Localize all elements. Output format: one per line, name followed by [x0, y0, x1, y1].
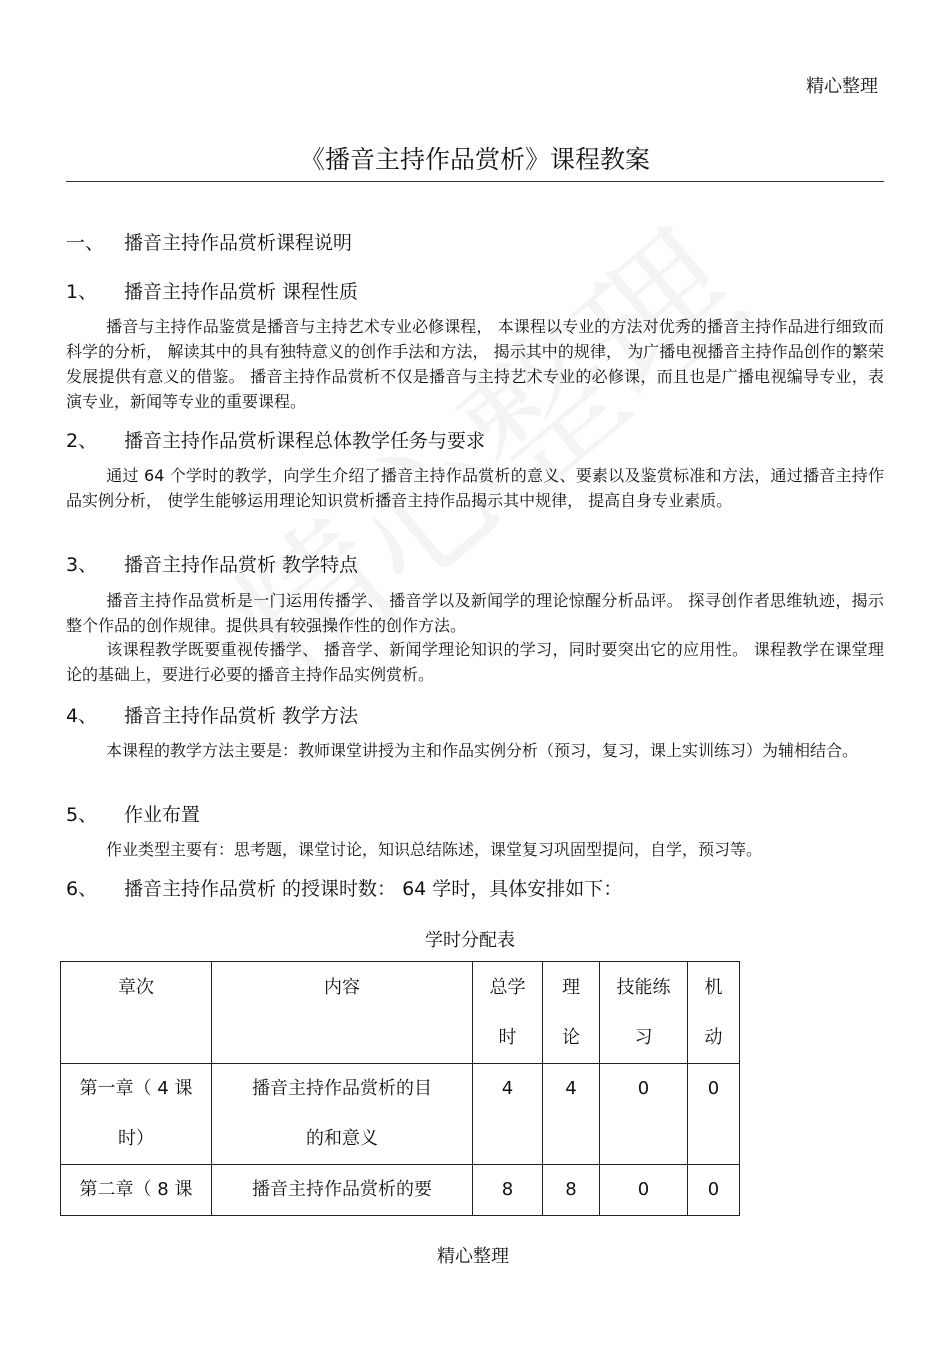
- section-number: 一、: [66, 232, 105, 254]
- paragraph-teaching-features-2: 该课程教学既要重视传播学、 播音学、新闻学理论知识的学习，同时要突出它的应用性。 课程教学在课堂理论的基础上，要进行必要的播音主持作品实例赏析。: [66, 640, 884, 684]
- table-cell: 0: [600, 1064, 688, 1165]
- title-divider: [66, 181, 884, 182]
- table-cell: 0: [688, 1064, 740, 1165]
- paragraph-teaching-features: 播音主持作品赏析是一门运用传播学、 播音学以及新闻学的理论惊醒分析品评。 探寻创作者思维轨迹，揭示整个作品的创作规律。提供具有较强操作性的创作方法。: [66, 591, 884, 635]
- table-cell: 0: [688, 1165, 740, 1216]
- section-heading-main: [66, 228, 352, 255]
- section-number: 1、: [66, 281, 98, 303]
- section-heading-3: [66, 550, 358, 577]
- section-number: 2、: [66, 430, 98, 452]
- hours-allocation-table: [60, 961, 740, 1216]
- section-title: 播音主持作品赏析 教学方法: [124, 705, 359, 727]
- section-heading-6: [66, 874, 622, 901]
- table-caption: 学时分配表: [425, 930, 515, 951]
- section-number: 3、: [66, 554, 98, 576]
- page-header-label: 精心整理: [806, 76, 878, 97]
- table-row: [61, 1064, 740, 1165]
- section-heading-1: [66, 277, 358, 304]
- section-title: 播音主持作品赏析 教学特点: [124, 554, 359, 576]
- section-title: 播音主持作品赏析 的授课时数： 64 学时，具体安排如下：: [124, 878, 623, 900]
- section-heading-5: [66, 800, 200, 827]
- section-number: 6、: [66, 878, 98, 900]
- paragraph-teaching-tasks: 通过 64 个学时的教学，向学生介绍了播音主持作品赏析的意义、要素以及鉴赏标准和方法，通过播音主持作品实例分析， 使学生能够运用理论知识赏析播音主持作品揭示其中规律， 提高自身专业素质。: [66, 466, 884, 510]
- section-heading-2: [66, 426, 485, 453]
- table-header-row: [61, 962, 740, 1064]
- table-cell: 播音主持作品赏析的目 的和意义: [212, 1064, 473, 1165]
- paragraph-homework: 作业类型主要有：思考题，课堂讨论，知识总结陈述，课堂复习巩固型提问，自学，预习等。: [106, 840, 763, 859]
- section-title: 作业布置: [124, 804, 201, 826]
- header-chapter: 章次: [61, 962, 212, 1064]
- section-title: 播音主持作品赏析课程说明: [124, 232, 353, 254]
- paragraph-teaching-methods: 本课程的教学方法主要是：教师课堂讲授为主和作品实例分析（预习，复习，课上实训练习）为辅相结合。: [106, 741, 859, 760]
- header-total-hours: 总学 时: [473, 962, 543, 1064]
- header-skill-practice: 技能练 习: [600, 962, 688, 1064]
- table-cell: 0: [600, 1165, 688, 1216]
- header-theory: 理 论: [543, 962, 600, 1064]
- table-cell: 8: [543, 1165, 600, 1216]
- table-cell: 播音主持作品赏析的要: [212, 1165, 473, 1216]
- section-title: 播音主持作品赏析课程总体教学任务与要求: [124, 430, 486, 452]
- section-number: 4、: [66, 705, 98, 727]
- table-cell: 4: [543, 1064, 600, 1165]
- section-heading-4: [66, 701, 358, 728]
- page-title: 《播音主持作品赏析》课程教案: [299, 145, 650, 174]
- page-footer-label: 精心整理: [437, 1246, 509, 1267]
- header-flexible: 机 动: [688, 962, 740, 1064]
- table-row: [61, 1165, 740, 1216]
- section-number: 5、: [66, 804, 98, 826]
- paragraph-course-nature: 播音与主持作品鉴赏是播音与主持艺术专业必修课程， 本课程以专业的方法对优秀的播音主持作品进行细致而科学的分析， 解读其中的具有独特意义的创作手法和方法， 揭示其中的规律， 为广播电视播音主持作品创作的繁荣发展提供有意义的借鉴。 播音主持作品赏析不仅是播音与主持艺术专业的必修课，而且也是广播电视编导专业，表演专业，新闻等专业的重要课程。: [66, 317, 884, 411]
- table-cell: 第二章（ 8 课: [61, 1165, 212, 1216]
- table-cell: 8: [473, 1165, 543, 1216]
- section-title: 播音主持作品赏析 课程性质: [124, 281, 359, 303]
- table-cell: 4: [473, 1064, 543, 1165]
- table-cell: 第一章（ 4 课 时）: [61, 1064, 212, 1165]
- header-content: 内容: [212, 962, 473, 1064]
